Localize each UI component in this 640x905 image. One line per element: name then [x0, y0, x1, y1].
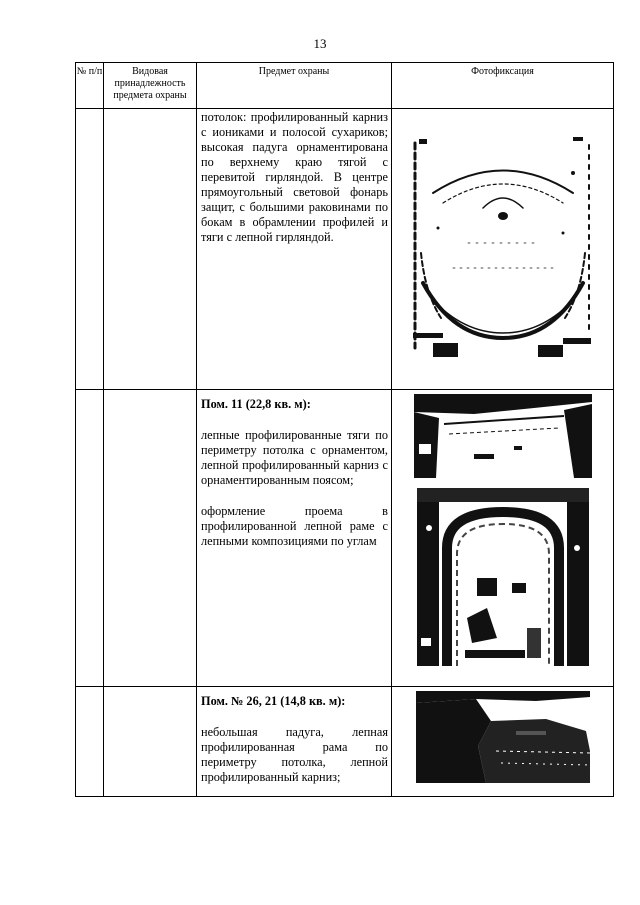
room-heading: Пом. № 26, 21 (14,8 кв. м):	[201, 694, 346, 708]
header-number: № п/п	[76, 63, 104, 109]
protection-table	[75, 62, 614, 797]
row-subject-cell	[197, 109, 392, 390]
row-photo-cell	[392, 109, 614, 390]
row-type-cell	[104, 109, 197, 390]
page-number: 13	[313, 36, 327, 51]
table-header-row	[76, 63, 614, 109]
row-number-cell	[76, 390, 104, 687]
subject-paragraph: оформление проема в профилированной лепной раме с лепными композициями по углам	[201, 504, 388, 548]
room-ceiling-photo	[414, 394, 592, 478]
row-type-cell	[104, 390, 197, 687]
small-room-ceiling-photo	[416, 691, 590, 783]
room-heading: Пом. 11 (22,8 кв. м):	[201, 397, 311, 411]
row-number-cell	[76, 109, 104, 390]
doorway-frame-photo	[417, 488, 589, 666]
subject-paragraph: потолок: профилированный карниз с иониками и полосой сухариков; высокая падуга орнаментирована по верхнему краю тягой с перевитой гирляндой. В центре прямоугольный световой фонарь защит, с большими раковинами по бокам в обрамлении профилей и тяги с лепной гирляндой.	[201, 110, 388, 244]
ceiling-photo	[413, 133, 593, 359]
subject-paragraph: небольшая падуга, лепная профилированная рама по периметру потолка, лепной профилированный карниз;	[201, 725, 388, 784]
header-subject: Предмет охраны	[197, 63, 392, 109]
table-row	[76, 390, 614, 687]
header-photo: Фотофиксация	[392, 63, 614, 109]
subject-paragraph: лепные профилированные тяги по периметру потолка с орнаментом, лепной профилированный карниз с орнаментированным поясом;	[201, 428, 388, 487]
table-row	[76, 109, 614, 390]
row-photo-cell	[392, 390, 614, 687]
row-subject-cell	[197, 687, 392, 797]
row-photo-cell	[392, 687, 614, 797]
table-row	[76, 687, 614, 797]
row-subject-cell	[197, 390, 392, 687]
header-type: Видовая принадлежность предмета охраны	[104, 63, 197, 109]
row-type-cell	[104, 687, 197, 797]
row-number-cell	[76, 687, 104, 797]
